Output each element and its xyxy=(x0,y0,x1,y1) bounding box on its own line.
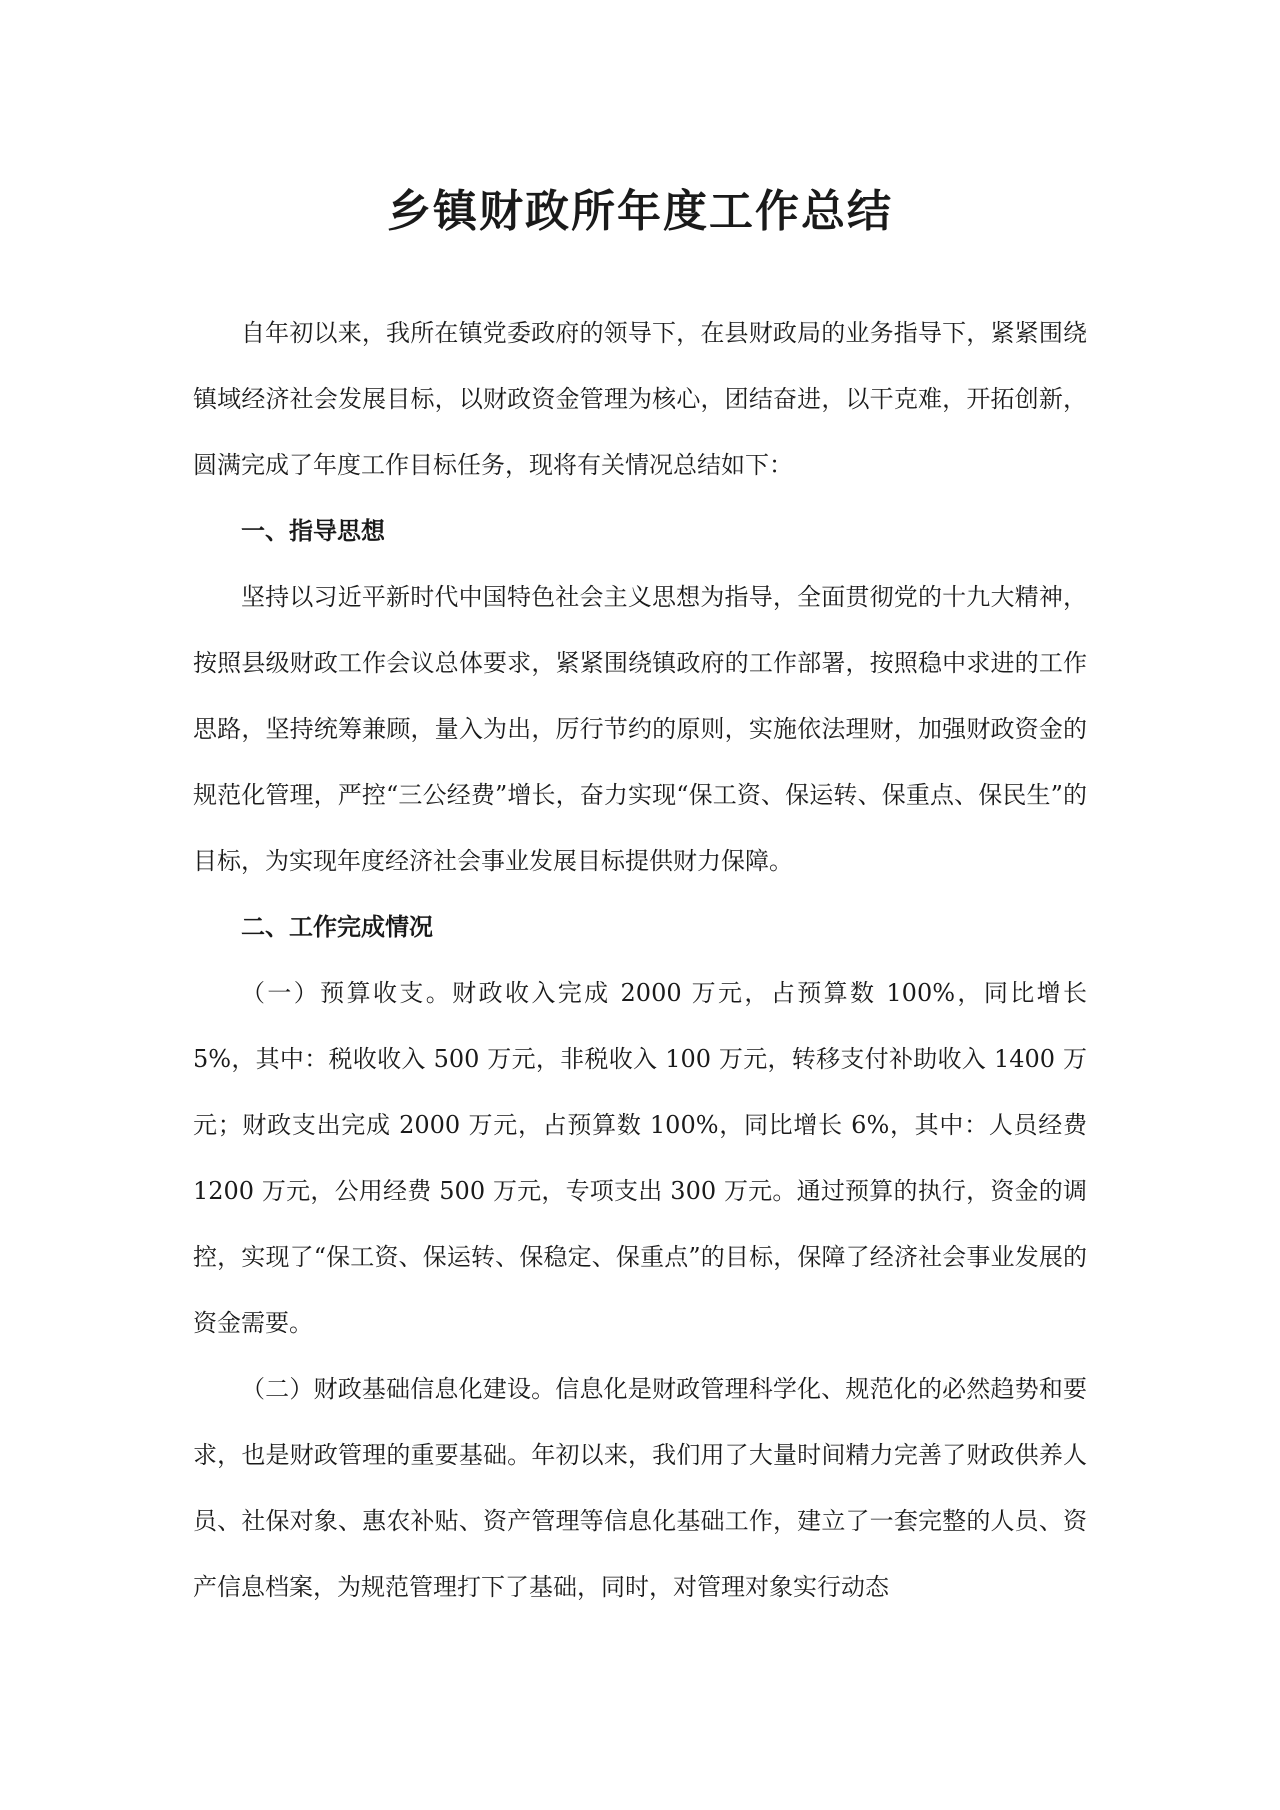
guiding-ideology-paragraph: 坚持以习近平新时代中国特色社会主义思想为指导，全面贯彻党的十九大精神，按照县级财政工作会议总体要求，紧紧围绕镇政府的工作部署，按照稳中求进的工作思路，坚持统筹兼顾，量入为出，厉行节约的原则，实施依法理财，加强财政资金的规范化管理，严控“三公经费”增长，奋力实现“保工资、保运转、保重点、保民生”的目标，为实现年度经济社会事业发展目标提供财力保障。 xyxy=(193,583,1087,875)
informatization-paragraph: （二）财政基础信息化建设。信息化是财政管理科学化、规范化的必然趋势和要求，也是财政管理的重要基础。年初以来，我们用了大量时间精力完善了财政供养人员、社保对象、惠农补贴、资产管理等信息化基础工作，建立了一套完整的人员、资产信息档案，为规范管理打下了基础，同时，对管理对象实行动态 xyxy=(193,1375,1087,1601)
intro-paragraph: 自年初以来，我所在镇党委政府的领导下，在县财政局的业务指导下，紧紧围绕镇域经济社会发展目标，以财政资金管理为核心，团结奋进，以干克难，开拓创新，圆满完成了年度工作目标任务，现将有关情况总结如下： xyxy=(193,319,1087,479)
section-heading-work-completion: 二、工作完成情况 xyxy=(241,912,433,941)
document-title: 乡镇财政所年度工作总结 xyxy=(387,186,893,237)
section-heading-guiding-ideology: 一、指导思想 xyxy=(241,516,385,545)
budget-paragraph: （一）预算收支。财政收入完成 2000 万元，占预算数 100%，同比增长 5%，其中：税收收入 500 万元，非税收入 100 万元，转移支付补助收入 1400 万元；财政支出完成 2000 万元，占预算数 100%，同比增长 6%，其中：人员经费 1200 万元，公用经费 500 万元，专项支出 300 万元。通过预算的执行，资金的调控，实现了“保工资、保运转、保稳定、保重点”的目标，保障了经济社会事业发展的资金需要。 xyxy=(193,979,1087,1337)
document-body xyxy=(193,300,1087,1620)
